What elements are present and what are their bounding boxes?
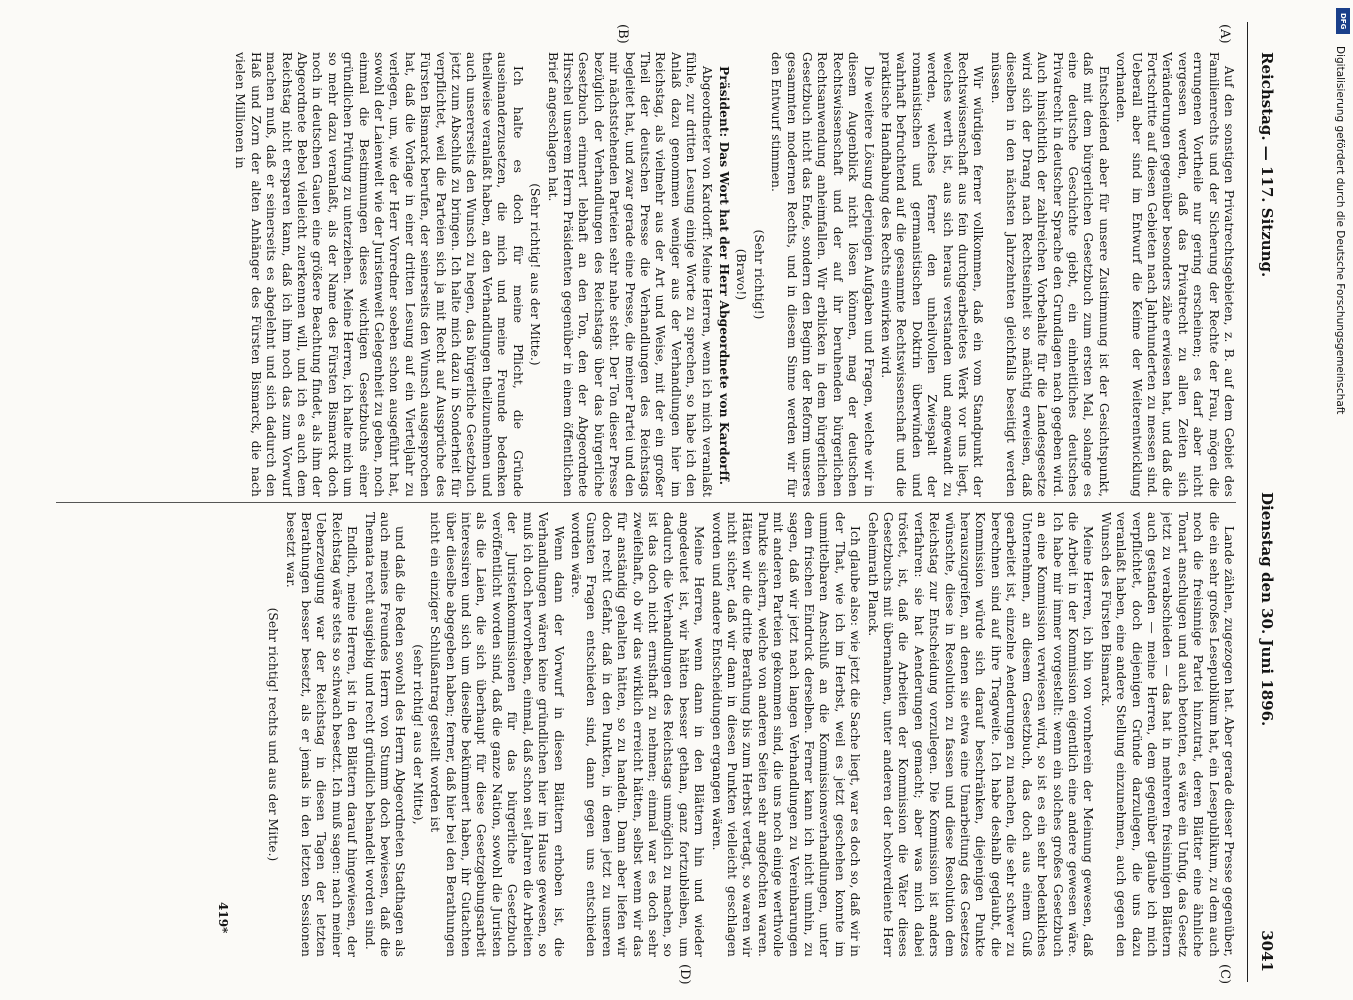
paragraph: Wenn dann der Vorwurf in diesen Blättern erhoben ist, die Verhandlungen wären keine gründlichen hier im Hause gewesen, so muß ich doch hervorheben, einmal, daß schon seit Jahren die Arbeiten der Juristenkommissionen für das bürgerliche Gesetzbuch veröffentlicht worden sind, daß die ganze Nation, sowohl die Juristen als die Laien, die sich überhaupt für diese Gesetzgebungsarbeit interessiren und sich um dieselbe bekümmert haben, ihr Gutachten über dieselbe abgegeben haben; ferner, daß hier bei den Berathungen nicht ein einziger Schlußantrag gestellt worden ist: [428, 512, 566, 957]
left-column: [56, 52, 1236, 497]
header-date: Dienstag den 30. Juni 1896.: [1258, 492, 1276, 727]
paragraph: Lande zählen, zugezogen hat. Aber gerade dieser Presse gegenüber, die ein sehr großes Lesepublikum hat, ein Lesepublikum, zu dem auch noch die freisinnige Partei hinzutrat, deren Blätter eine ähnliche Tonart anschlugen und auch betonten, es wäre ein Unfug, das Gesetz jetzt zu verabschieden — das hat in mehreren freisinnigen Blättern auch gestanden — meine Herren, dem gegenüber glaube ich mich verpflichtet, doch diejenigen Gründe darzulegen, die uns dazu veranlaßt haben, eine andere Stellung einzunehmen, auch gegen den Wunsch des Fürsten Bismarck.: [1098, 512, 1236, 957]
interjection: (Bravo!): [734, 248, 749, 301]
interjection: (Sehr richtig! aus der Mitte.): [528, 183, 543, 366]
paragraph: Endlich, meine Herren, ist in den Blättern darauf hingewiesen, der Reichstag wäre stets so schwach besetzt. Ich muß sagen: nach meiner Ueberzeugung war der Reichstag in diesen Tagen der letzten Berathungen besser besetzt, als er jemals in den letzten Sessionen besetzt war.: [283, 512, 360, 957]
digitization-note-text: Digitalisierung gefördert durch die Deutsche Forschungsgemeinschaft: [1334, 46, 1346, 415]
scanned-page: [40, 12, 1280, 992]
paragraph: Wir würdigen ferner vollkommen, daß ein vom Standpunkt der Rechtswissenschaft aus fein durchgearbeitetes Werk vor uns liegt, welches werth ist, aus sich heraus verstanden und angewandt zu werden, welches ferner den unheilvollen Zwiespalt der romanistischen und germanistischen Doktrin überwinden und wahrhaft befruchtend auf die gesammte Rechtswissenschaft und die praktische Handhabung des Rechts einwirken wird.: [879, 52, 986, 497]
interjection: (Sehr richtig!): [751, 229, 766, 320]
paragraph: Abgeordneter von Kardorff: Meine Herren, wenn ich mich veranlaßt fühle, zur dritten Lesung einige Worte zu sprechen, so habe ich den Anlaß dazu genommen weniger aus der Verhandlungen hier im Reichstag, als vielmehr aus der Art und Weise, mit der ein großer Theil der deutschen Presse die Verhandlungen des Reichstags begleitet hat, und zwar gerade eine Presse, die meiner Partei und den mir nächststehenden Parteien sehr nahe steht. Der Ton dieser Presse bezüglich der Verhandlungen des Reichstags über das bürgerliche Gesetzbuch erinnert lebhaft an den Ton, den der Abgeordnete Hirschel unserem Herrn Präsidenten gegenüber in einem öffentlichen Brief angeschlagen hat.: [545, 52, 714, 497]
digitization-note: [1330, 10, 1350, 990]
right-column: [56, 512, 1236, 957]
paragraph: Meine Herren, wenn dann in den Blättern hin und wieder angedeutet ist, wir hätten besser gethan, ganz fortzubleiben, um dadurch die Verhandlungen des Reichstags unmöglich zu machen, so ist das doch nicht ernsthaft zu nehmen; einmal war es doch sehr zweifelhaft, ob wir das wirklich erreicht hätten, selbst wenn wir das für anständig gehalten hätten, so zu handeln. Dann aber liefen wir doch recht Gefahr, daß in den Punkten, in denen jetzt zu unseren Gunsten Fragen entschieden sind, dann gegen uns entschieden worden wäre.: [568, 512, 707, 957]
margin-letter-d: (D): [677, 964, 692, 985]
speaker-paragraph: Präsident: Das Wort hat der Herr Abgeordnete von Kardorff.: [717, 66, 731, 486]
dfg-logo: DFG: [1336, 8, 1350, 34]
signature-mark: 419*: [216, 902, 230, 934]
paragraph: Die weitere Lösung derjenigen Aufgaben und Fragen, welche wir in diesem Augenblick nicht lösen können, mag der deutschen Rechtswissenschaft und der auf ihr beruhenden bürgerlichen Rechtsanwendung anheimfallen. Wir erblicken in dem bürgerlichen Gesetzbuch nicht das Ende, sondern den Beginn der Reform unseres gesammten modernen Rechts, und in diesem Sinne werden wir für den Entwurf stimmen.: [769, 52, 876, 497]
paragraph: Auf den sonstigen Privatrechtsgebieten, z. B. auf dem Gebiet des Familienrechts und der Sicherung der Rechte der Frau, mögen die errungenen Vortheile nur gering erscheinen; es darf aber nicht vergessen werden, daß das Privatrecht zu allen Zeiten sich Veränderungen gegenüber besonders zähe erwiesen hat, und daß die Fortschritte auf diesen Gebieten nach Jahrhunderten zu messen sind. Ueberall aber sind im Entwurf die Keime der Weiterentwicklung vorhanden.: [1114, 52, 1236, 497]
paragraph: Ich glaube also: wie jetzt die Sache liegt, war es doch so, daß wir in der That, wie ich im Herbst, weil es jetzt geschehen konnte im unmittelbaren Anschluß an die Kommissionsverhandlungen, unter dem frischen Eindruck derselben. Ferner kann ich nicht umhin, zu sagen, daß wir jetzt nach langen Verhandlungen zu Vereinbarungen mit anderen Parteien gekommen sind, die uns noch einige werthvolle Punkte sichern, welche von anderen Seiten sehr angefochten waren. Hätten wir die dritte Berathung bis zum Herbst vertagt, so waren wir nicht sicher, daß wir dann in diesen Punkten vielleicht geschlagen worden und andere Entscheidungen ergangen wären.: [709, 512, 863, 957]
running-header: [1250, 22, 1276, 982]
margin-letter-a: (A): [1217, 24, 1232, 44]
paragraph: und daß die Reden sowohl des Herrn Abgeordneten Stadthagen als auch meines Freundes Herrn von Stumm doch bewiesen, daß die Themata recht ausgiebig und recht gründlich behandelt worden sind.: [362, 512, 408, 957]
margin-letter-b: (B): [615, 24, 630, 44]
margin-letter-c: (C): [1217, 964, 1232, 985]
interjection: (sehr richtig! aus der Mitte),: [410, 644, 425, 825]
paragraph: Ich halte es doch für meine Pflicht, die Gründe auseinanderzusetzen, die mich und meine Freunde bedenken theilweise veranlaßt haben, an den Verhandlungen theilzunehmen und auch unsererseits den Wunsch zu hegen, das bürgerliche Gesetzbuch jetzt zum Abschluß zu bringen. Ich halte mich dazu in Sonderheit für verpflichtet, weil die Parteien sich ja mit Recht auf Aussprüche des Fürsten Bismarck berufen, der seinerseits den Wunsch ausgesprochen hat, daß die Vorlage in einer dritten Lesung auf ein Vierteljahr zu verlegen, um, wie der Herr Vorredner soeben schon ausgeführt hat, sowohl der Laienwelt wie der Juristenwelt Gelegenheit zu geben, noch einmal die Bestimmungen dieses wichtigen Gesetzbuchs einer gründlichen Prüfung zu unterziehen. Meine Herren, ich halte mich um so mehr dazu veranlaßt, als der Name des Fürsten Bismarck doch noch in deutschen Gauen eine größere Beachtung findet, als ihm der Abgeordnete Bebel vielleicht zuerkennen will, und ich es auch dem Reichstag nicht ersparen kann, daß ich ihm noch das zum Vorwurf machen muß, daß er seinerseits es abgelehnt und sich dadurch den Haß und Zorn der alten Anhänger des Fürsten Bismarck, die nach vielen Millionen in: [233, 52, 525, 497]
interjection: (Sehr richtig! rechts und aus der Mitte.): [266, 607, 281, 862]
column-divider: [56, 502, 1236, 503]
paragraph: Entscheidend aber für unsere Zustimmung ist der Gesichtspunkt, daß mit dem bürgerlichen Gesetzbuch zum ersten Mal, solange es eine deutsche Geschichte giebt, ein einheitliches deutsches Privatrecht in deutscher Sprache den Grundlagen nach gegeben wird. Auch hinsichtlich der zahlreichen Vorbehalte für die Landesgesetze wird sich der Drang nach Rechtseinheit so mächtig erweisen, daß dieselben in den nächsten Jahrzehnten gleichfalls beseitigt werden müssen.: [988, 52, 1111, 497]
page-number: 3041: [1258, 930, 1276, 972]
paragraph: Meine Herren, ich bin von vornherein der Meinung gewesen, daß die Arbeit in der Kommission eigentlich eine andere gewesen wäre. Ich habe mir immer vorgestellt: wenn ein solches großes Gesetzbuch an eine Kommission verwiesen wird, so ist es ein sehr bedenkliches Unternehmen, an diesem Gesetzbuch, das doch aus einem Guß gearbeitet ist, einzelne Aenderungen zu machen, die sehr schwer zu berechnen sind auf ihre Tragweite. Ich habe deshalb geglaubt, die Kommission würde sich darauf beschränken, diejenigen Punkte herauszugreifen, an denen sie etwa eine Umarbeitung des Gesetzes wünschte, diese in Resolution zu fassen und diese Resolution dem Reichstag zur Entscheidung vorzulegen. Die Kommission ist anders verfahren: sie hat Aenderungen gemacht; aber was mich dabei tröstet, ist, daß die Arbeiten der Kommission die Väter dieses Gesetzbuchs mit übernahmen, unter anderen der hochverdiente Herr Geheimrath Planck.: [865, 512, 1096, 957]
header-rule: [1247, 22, 1248, 982]
header-left: Reichstag. — 117. Sitzung.: [1258, 52, 1276, 278]
